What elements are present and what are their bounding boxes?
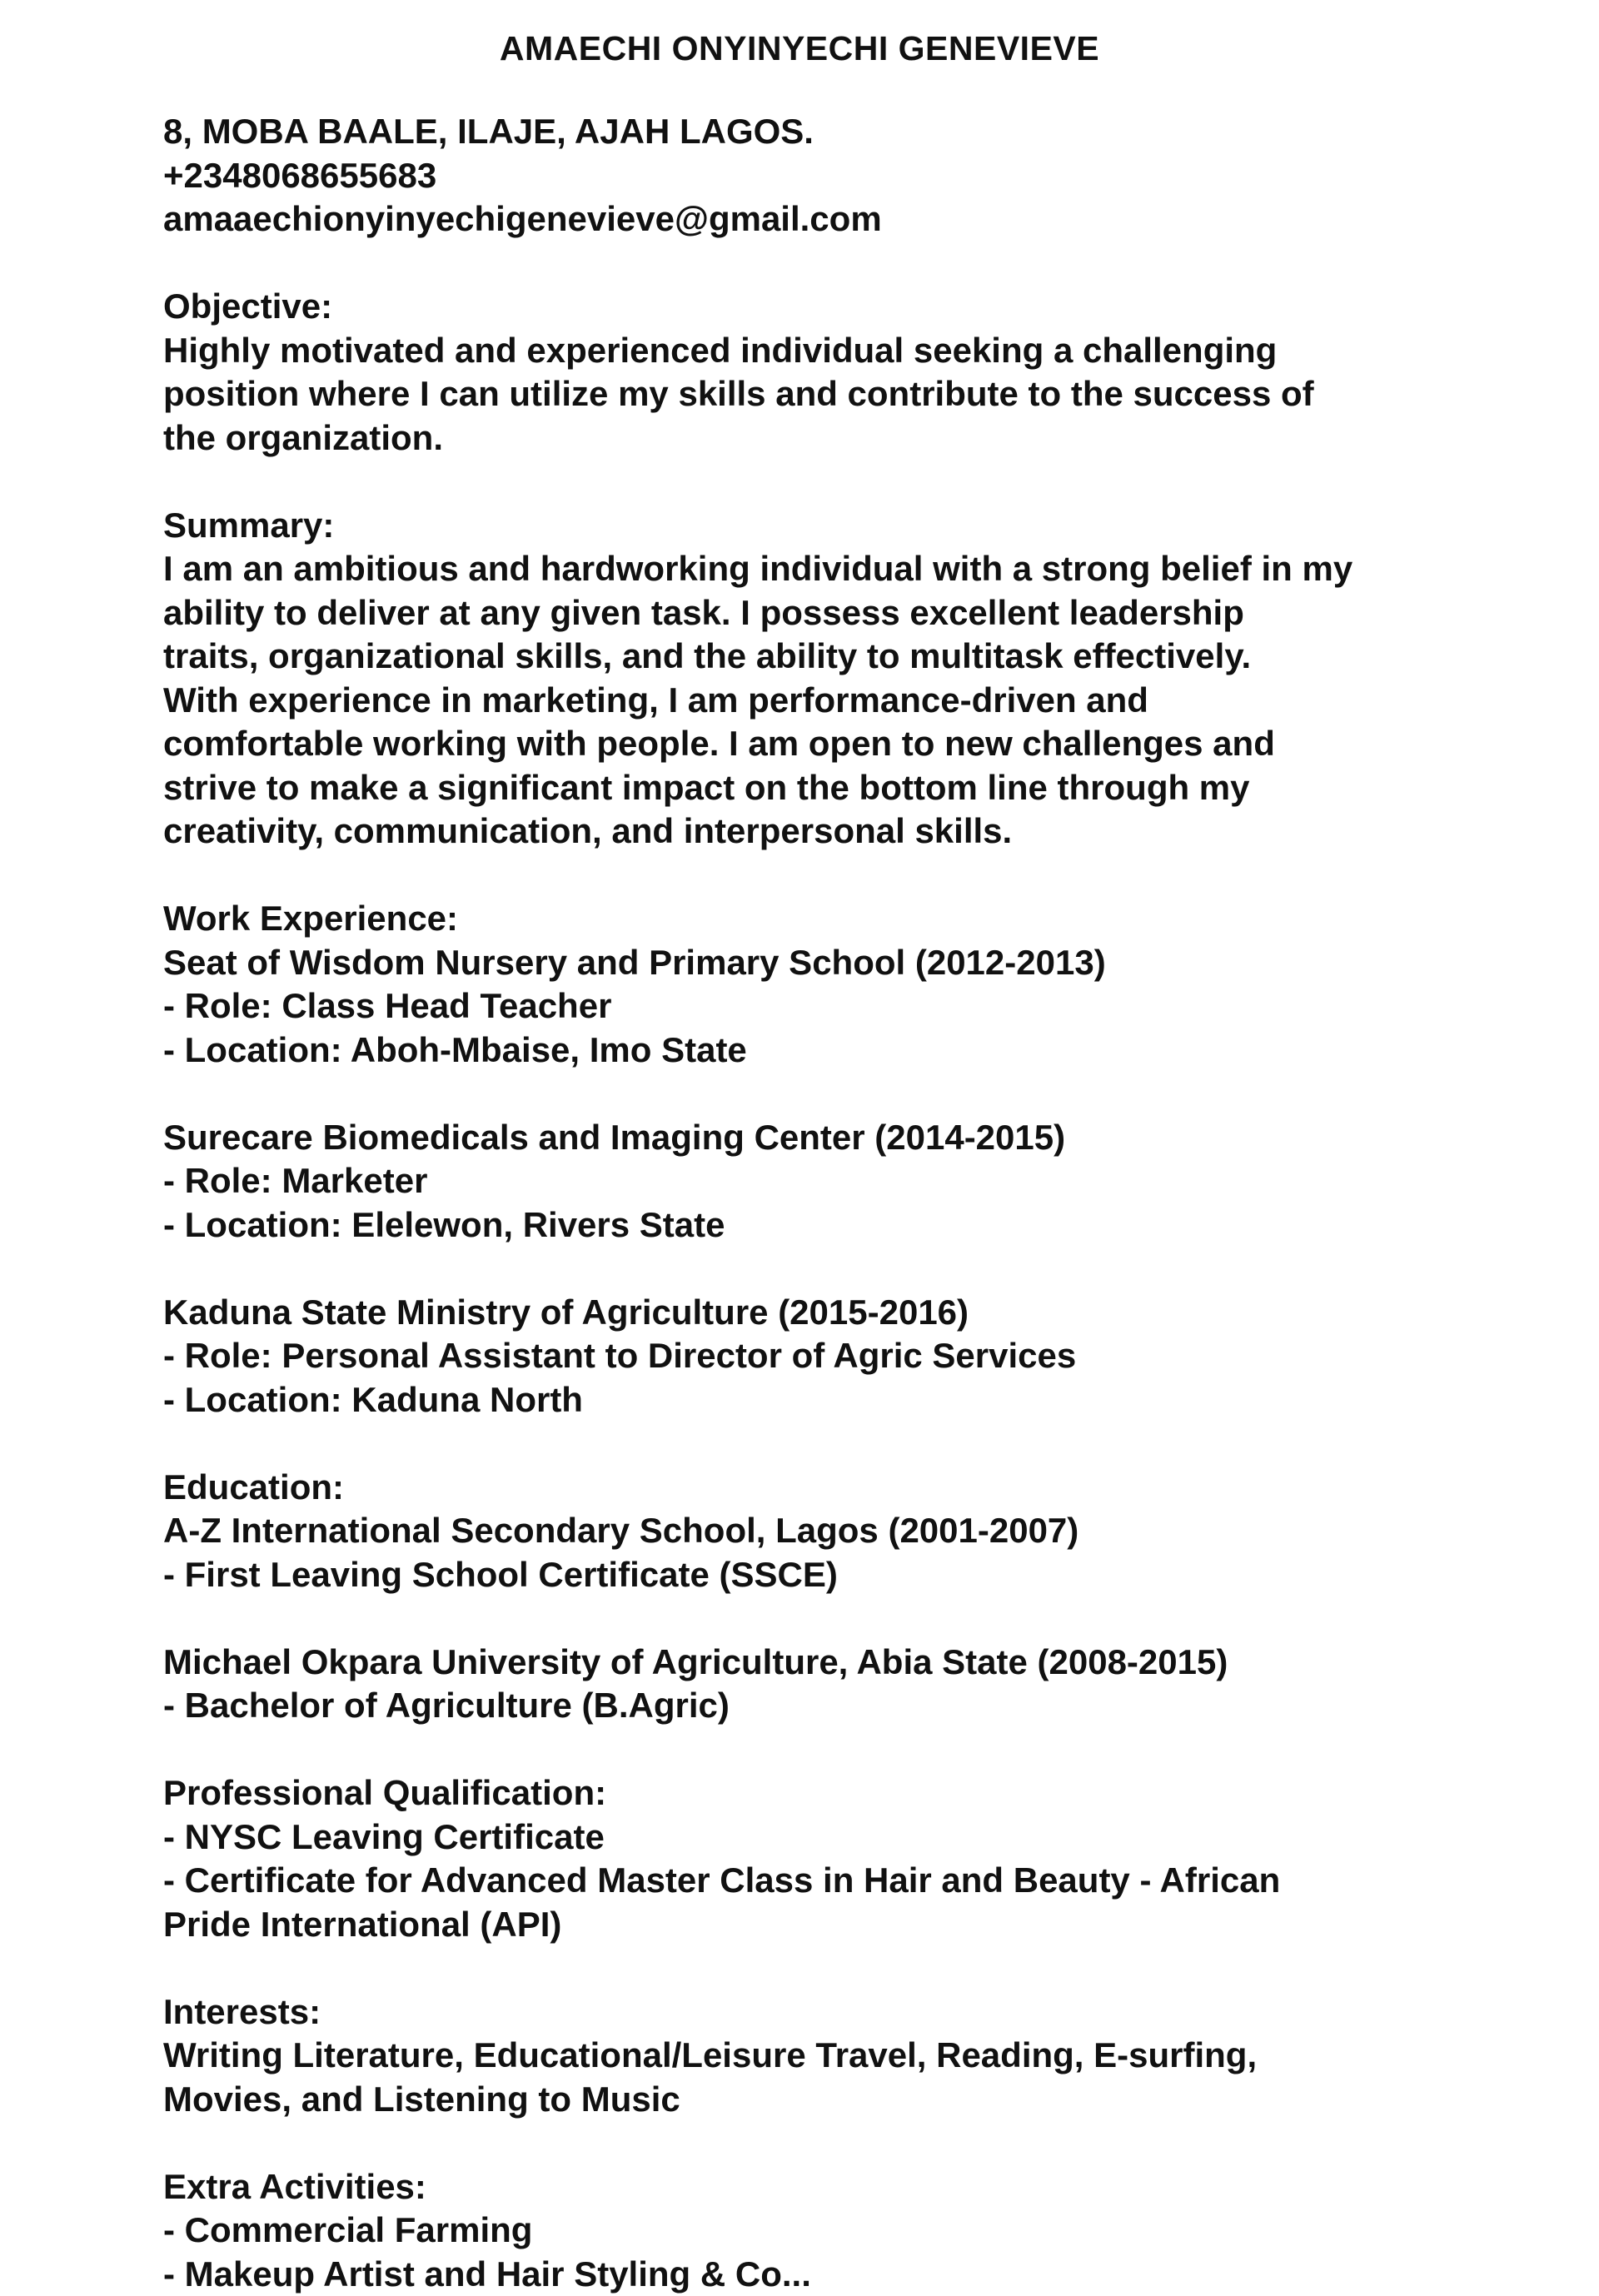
extra-activities-section bbox=[163, 2165, 1496, 2294]
resume-body bbox=[163, 110, 1496, 2294]
job-location: - Location: Elelewon, Rivers State bbox=[163, 1204, 725, 1244]
phone-line: +2348068655683 bbox=[163, 155, 437, 195]
section-heading-summary: Summary: bbox=[163, 505, 335, 545]
job-role: - Role: Personal Assistant to Director of Agric Services bbox=[163, 1336, 1077, 1375]
contact-block bbox=[163, 110, 1496, 242]
spacer bbox=[163, 1072, 1496, 1116]
summary-text-line: creativity, communication, and interpersonal skills. bbox=[163, 811, 1013, 850]
job-location: - Location: Aboh-Mbaise, Imo State bbox=[163, 1029, 747, 1069]
email-line: amaaechionyinyechigenevieve@gmail.com bbox=[163, 199, 882, 238]
address-line: 8, MOBA BAALE, ILAJE, AJAH LAGOS. bbox=[163, 112, 814, 151]
objective-text-line: position where I can utilize my skills and contribute to the success of bbox=[163, 374, 1314, 413]
qualification-line: - Certificate for Advanced Master Class in Hair and Beauty - African bbox=[163, 1860, 1281, 1900]
job-employer: Kaduna State Ministry of Agriculture (2015-2016) bbox=[163, 1292, 969, 1332]
summary-text-line: strive to make a significant impact on the bottom line through my bbox=[163, 767, 1250, 807]
summary-text-line: With experience in marketing, I am performance-driven and bbox=[163, 680, 1148, 720]
spacer bbox=[163, 1946, 1496, 1990]
summary-section bbox=[163, 504, 1496, 854]
objective-text-line: Highly motivated and experienced individual seeking a challenging bbox=[163, 330, 1278, 370]
spacer bbox=[163, 2121, 1496, 2165]
education-award: - First Leaving School Certificate (SSCE) bbox=[163, 1554, 838, 1594]
summary-text-line: traits, organizational skills, and the ability to multitask effectively. bbox=[163, 636, 1252, 675]
interests-section bbox=[163, 1990, 1496, 2122]
education-section bbox=[163, 1466, 1496, 1728]
summary-text-line: ability to deliver at any given task. I possess excellent leadership bbox=[163, 592, 1244, 632]
section-heading-interests: Interests: bbox=[163, 1991, 321, 2031]
summary-text-line: I am an ambitious and hardworking individual with a strong belief in my bbox=[163, 549, 1353, 588]
summary-text-line: comfortable working with people. I am open to new challenges and bbox=[163, 724, 1275, 763]
education-school: A-Z International Secondary School, Lagos (2001-2007) bbox=[163, 1511, 1079, 1550]
section-heading-extra-activities: Extra Activities: bbox=[163, 2166, 426, 2206]
job-role: - Role: Class Head Teacher bbox=[163, 986, 612, 1025]
section-heading-objective: Objective: bbox=[163, 286, 333, 326]
spacer bbox=[163, 1247, 1496, 1291]
resume-name-title: AMAECHI ONYINYECHI GENEVIEVE bbox=[499, 29, 1100, 67]
objective-section bbox=[163, 285, 1496, 460]
job-employer: Seat of Wisdom Nursery and Primary School (2012-2013) bbox=[163, 942, 1106, 982]
job-role: - Role: Marketer bbox=[163, 1161, 428, 1200]
education-school: Michael Okpara University of Agriculture, Abia State (2008-2015) bbox=[163, 1641, 1228, 1681]
spacer bbox=[163, 460, 1496, 504]
education-entry bbox=[163, 1509, 1496, 1596]
spacer bbox=[163, 1422, 1496, 1466]
spacer bbox=[163, 1728, 1496, 1772]
education-entry bbox=[163, 1641, 1496, 1728]
section-heading-education: Education: bbox=[163, 1467, 344, 1507]
work-experience-section bbox=[163, 897, 1496, 1422]
spacer bbox=[163, 242, 1496, 286]
section-heading-qualifications: Professional Qualification: bbox=[163, 1773, 607, 1812]
qualification-line: - NYSC Leaving Certificate bbox=[163, 1816, 605, 1856]
interests-text-line: Movies, and Listening to Music bbox=[163, 2079, 680, 2119]
education-award: - Bachelor of Agriculture (B.Agric) bbox=[163, 1686, 730, 1725]
interests-text-line: Writing Literature, Educational/Leisure Travel, Reading, E-surfing, bbox=[163, 2035, 1258, 2074]
section-heading-work-experience: Work Experience: bbox=[163, 899, 459, 938]
job-entry bbox=[163, 1116, 1496, 1248]
extra-activity-line-cropped: - Makeup Artist and Hair Styling & Co... bbox=[163, 2254, 811, 2294]
job-entry bbox=[163, 1291, 1496, 1422]
job-employer: Surecare Biomedicals and Imaging Center (2014-2015) bbox=[163, 1117, 1066, 1157]
extra-activity-line: - Commercial Farming bbox=[163, 2210, 533, 2249]
spacer bbox=[163, 854, 1496, 898]
job-location: - Location: Kaduna North bbox=[163, 1379, 583, 1419]
objective-text-line: the organization. bbox=[163, 417, 443, 457]
qualifications-section bbox=[163, 1771, 1496, 1946]
qualification-line: Pride International (API) bbox=[163, 1904, 562, 1944]
job-entry bbox=[163, 941, 1496, 1073]
spacer bbox=[163, 1596, 1496, 1641]
